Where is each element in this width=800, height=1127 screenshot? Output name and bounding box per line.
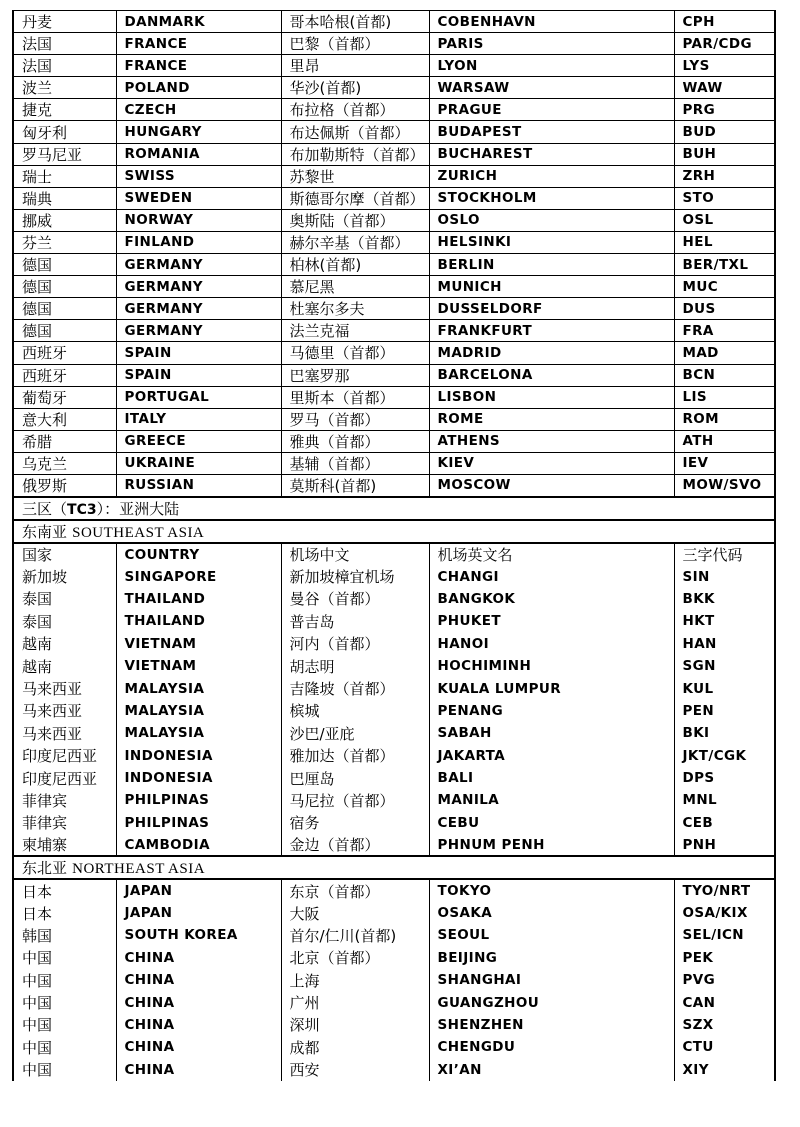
airport-en-cell: PARIS — [429, 33, 674, 55]
airport-en-cell: LISBON — [429, 386, 674, 408]
code-cell: CAN — [674, 991, 775, 1013]
country-en-cell: DANMARK — [116, 11, 281, 33]
country-cn-cell: 菲律宾 — [22, 814, 68, 833]
country-en-cell: CHINA — [116, 1014, 281, 1036]
table-row — [13, 231, 775, 253]
country-en-cell: THAILAND — [116, 588, 281, 610]
airport-cn-cell: 沙巴/亚庇 — [281, 722, 429, 744]
code-cell: MAD — [674, 342, 775, 364]
table-row — [13, 11, 775, 33]
airport-cn-cell: 慕尼黑 — [281, 276, 429, 298]
country-en-cell: CHINA — [116, 1059, 281, 1081]
code-cell: KUL — [674, 677, 775, 699]
table-row — [13, 588, 775, 610]
country-cn-cell: 德国 — [13, 320, 116, 342]
country-en-cell: MALAYSIA — [116, 700, 281, 722]
table-row — [13, 834, 775, 856]
country-cn-cell: 西班牙 — [13, 342, 116, 364]
code-cell: FRA — [674, 320, 775, 342]
country-cn-cell: 罗马尼亚 — [13, 143, 116, 165]
code-cell: MOW/SVO — [674, 474, 775, 497]
table-row — [13, 677, 775, 699]
airport-cn-cell: 西安 — [281, 1059, 429, 1081]
code-cell: BUD — [674, 121, 775, 143]
country-en-cell: SWEDEN — [116, 187, 281, 209]
airport-cn-cell: 柏林(首都) — [281, 254, 429, 276]
code-cell: DPS — [674, 767, 775, 789]
col-header-airport-en: 机场英文名 — [429, 543, 674, 565]
airport-cn-cell: 上海 — [281, 969, 429, 991]
airport-cn-cell: 雅加达（首都） — [281, 744, 429, 766]
country-cn-cell: 德国 — [13, 298, 116, 320]
airport-en-cell: BEIJING — [429, 947, 674, 969]
airport-en-cell: SEOUL — [429, 924, 674, 946]
airport-cn-cell: 新加坡樟宜机场 — [281, 565, 429, 587]
country-cn-cell: 越南 — [22, 657, 53, 676]
tc3-prefix-text: 三区（ — [22, 499, 68, 518]
airport-en-cell: ZURICH — [429, 165, 674, 187]
tc3-code-text: TC3 — [67, 501, 97, 518]
code-cell: PEN — [674, 700, 775, 722]
airport-en-cell: HELSINKI — [429, 231, 674, 253]
country-cn-cell: 中国 — [22, 994, 53, 1013]
country-en-cell: FRANCE — [116, 33, 281, 55]
code-cell: ZRH — [674, 165, 775, 187]
table-row — [13, 879, 775, 901]
airport-cn-cell: 曼谷（首都） — [281, 588, 429, 610]
code-cell: DUS — [674, 298, 775, 320]
airport-en-cell: CHENGDU — [429, 1036, 674, 1058]
airport-cn-cell: 哥本哈根(首都) — [281, 11, 429, 33]
table-row — [13, 121, 775, 143]
country-en-cell: PORTUGAL — [116, 386, 281, 408]
country-en-cell: NORWAY — [116, 209, 281, 231]
country-en-cell: GERMANY — [116, 298, 281, 320]
airport-cn-cell: 大阪 — [281, 902, 429, 924]
airport-cn-cell: 华沙(首都) — [281, 77, 429, 99]
airport-en-cell: PHUKET — [429, 610, 674, 632]
table-row — [13, 924, 775, 946]
table-row — [13, 474, 775, 497]
airport-en-cell: PENANG — [429, 700, 674, 722]
country-cn-cell: 韩国 — [22, 926, 53, 945]
code-cell: MUC — [674, 276, 775, 298]
code-cell: LYS — [674, 55, 775, 77]
table-row — [13, 187, 775, 209]
code-cell: XIY — [674, 1059, 775, 1081]
airport-en-cell: OSLO — [429, 209, 674, 231]
table-row — [13, 722, 775, 744]
country-cn-cell: 葡萄牙 — [13, 386, 116, 408]
airport-en-cell: KUALA LUMPUR — [429, 677, 674, 699]
airport-cn-cell: 巴塞罗那 — [281, 364, 429, 386]
country-cn-cell: 中国 — [22, 971, 53, 990]
table-row — [13, 276, 775, 298]
country-en-cell: CHINA — [116, 991, 281, 1013]
country-en-cell: MALAYSIA — [116, 677, 281, 699]
airport-en-cell: CHANGI — [429, 565, 674, 587]
country-en-cell: CHINA — [116, 947, 281, 969]
country-en-cell: CHINA — [116, 969, 281, 991]
code-cell: CTU — [674, 1036, 775, 1058]
table-row — [13, 1059, 775, 1081]
code-cell: PRG — [674, 99, 775, 121]
country-cn-cell: 印度尼西亚 — [22, 747, 98, 766]
airport-cn-cell: 槟城 — [281, 700, 429, 722]
airport-cn-cell: 成都 — [281, 1036, 429, 1058]
country-en-cell: RUSSIAN — [116, 474, 281, 497]
country-en-cell: ROMANIA — [116, 143, 281, 165]
table-row — [13, 342, 775, 364]
subsection-header-northeast-asia — [13, 856, 775, 879]
col-header-airport-cn: 机场中文 — [281, 543, 429, 565]
northeast-asia-label — [13, 856, 775, 879]
country-en-cell: SOUTH KOREA — [116, 924, 281, 946]
code-cell: SIN — [674, 565, 775, 587]
table-row — [13, 55, 775, 77]
airport-cn-cell: 马尼拉（首都） — [281, 789, 429, 811]
airport-cn-cell: 巴黎（首都） — [281, 33, 429, 55]
country-en-cell: VIETNAM — [116, 633, 281, 655]
table-row — [13, 947, 775, 969]
table-row — [13, 610, 775, 632]
country-cn-cell: 西班牙 — [13, 364, 116, 386]
section-header-tc3-label — [13, 497, 775, 520]
country-cn-cell: 马来西亚 — [22, 724, 83, 743]
airport-en-cell: HOCHIMINH — [429, 655, 674, 677]
col-header-code: 三字代码 — [674, 543, 775, 565]
northeast-asia-cn-text: 东北亚 — [22, 859, 68, 878]
country-cn-cell: 挪威 — [13, 209, 116, 231]
table-row — [13, 744, 775, 766]
code-cell: ATH — [674, 430, 775, 452]
country-cn-cell: 柬埔寨 — [22, 836, 68, 855]
airport-en-cell: TOKYO — [429, 879, 674, 901]
airport-en-cell: GUANGZHOU — [429, 991, 674, 1013]
country-en-cell: UKRAINE — [116, 452, 281, 474]
country-en-cell: VIETNAM — [116, 655, 281, 677]
airport-cn-cell: 布拉格（首都） — [281, 99, 429, 121]
airport-en-cell: STOCKHOLM — [429, 187, 674, 209]
table-row — [13, 143, 775, 165]
country-cn-cell: 瑞士 — [13, 165, 116, 187]
table-row — [13, 452, 775, 474]
country-en-cell: MALAYSIA — [116, 722, 281, 744]
southeast-asia-label — [13, 520, 775, 543]
table-row — [13, 633, 775, 655]
table-row — [13, 165, 775, 187]
airport-cn-cell: 里昂 — [281, 55, 429, 77]
code-cell: CPH — [674, 11, 775, 33]
code-cell: PAR/CDG — [674, 33, 775, 55]
southeast-asia-en-text: SOUTHEAST ASIA — [72, 524, 205, 541]
table-row — [13, 902, 775, 924]
airport-en-cell: SABAH — [429, 722, 674, 744]
table-row — [13, 655, 775, 677]
table-row — [13, 812, 775, 834]
table-row — [13, 991, 775, 1013]
southeast-asia-cn-text: 东南亚 — [22, 522, 68, 541]
country-cn-cell: 马来西亚 — [22, 680, 83, 698]
code-cell: OSA/KIX — [674, 902, 775, 924]
table-row — [13, 767, 775, 789]
airport-cn-cell: 胡志明 — [281, 655, 429, 677]
country-cn-cell: 中国 — [22, 1061, 53, 1080]
country-en-cell: INDONESIA — [116, 767, 281, 789]
country-en-cell: HUNGARY — [116, 121, 281, 143]
airport-cn-cell: 广州 — [281, 991, 429, 1013]
table-row — [13, 320, 775, 342]
country-en-cell: GERMANY — [116, 276, 281, 298]
code-cell: HAN — [674, 633, 775, 655]
country-en-cell: FINLAND — [116, 231, 281, 253]
country-en-cell: JAPAN — [116, 879, 281, 901]
country-cn-cell: 希腊 — [13, 430, 116, 452]
airport-cn-cell: 法兰克福 — [281, 320, 429, 342]
table-row — [13, 969, 775, 991]
airport-cn-cell: 巴厘岛 — [281, 767, 429, 789]
airport-cn-cell: 首尔/仁川(首都) — [281, 924, 429, 946]
country-cn-cell: 乌克兰 — [13, 452, 116, 474]
airport-cn-cell: 奥斯陆（首都） — [281, 209, 429, 231]
code-cell: ROM — [674, 408, 775, 430]
country-cn-cell: 德国 — [13, 254, 116, 276]
country-en-cell: GERMANY — [116, 320, 281, 342]
country-cn-cell: 泰国 — [22, 590, 53, 609]
table-row — [13, 386, 775, 408]
airport-en-cell: SHANGHAI — [429, 969, 674, 991]
airport-en-cell: ROME — [429, 408, 674, 430]
table-row — [13, 254, 775, 276]
airport-en-cell: MANILA — [429, 789, 674, 811]
airport-cn-cell: 赫尔辛基（首都） — [281, 231, 429, 253]
country-cn-cell: 丹麦 — [13, 11, 116, 33]
airport-cn-cell: 基辅（首都） — [281, 452, 429, 474]
airport-cn-cell: 里斯本（首都） — [281, 386, 429, 408]
table-row — [13, 565, 775, 587]
country-cn-cell: 波兰 — [13, 77, 116, 99]
code-cell: PNH — [674, 834, 775, 856]
code-cell: OSL — [674, 209, 775, 231]
section-header-tc3 — [13, 497, 775, 520]
airport-en-cell: OSAKA — [429, 902, 674, 924]
col-header-country-cn: 国家 — [22, 546, 53, 565]
country-cn-cell: 菲律宾 — [22, 791, 68, 810]
code-cell: WAW — [674, 77, 775, 99]
country-en-cell: CZECH — [116, 99, 281, 121]
country-cn-cell: 中国 — [22, 949, 53, 968]
airport-cn-cell: 莫斯科(首都) — [281, 474, 429, 497]
country-cn-cell: 日本 — [22, 882, 53, 901]
airport-cn-cell: 杜塞尔多夫 — [281, 298, 429, 320]
country-cn-cell: 瑞典 — [13, 187, 116, 209]
airport-cn-cell: 苏黎世 — [281, 165, 429, 187]
code-cell: BUH — [674, 143, 775, 165]
airport-cn-cell: 布达佩斯（首都） — [281, 121, 429, 143]
country-en-cell: PHILPINAS — [116, 789, 281, 811]
airport-en-cell: ATHENS — [429, 430, 674, 452]
code-cell: HKT — [674, 610, 775, 632]
airport-en-cell: BARCELONA — [429, 364, 674, 386]
northeast-asia-section-body — [13, 879, 775, 1081]
country-cn-cell: 中国 — [22, 1016, 53, 1035]
country-cn-cell: 马来西亚 — [22, 702, 83, 721]
airport-en-cell: BANGKOK — [429, 588, 674, 610]
country-cn-cell: 中国 — [22, 1038, 53, 1057]
code-cell: BKI — [674, 722, 775, 744]
country-en-cell: SPAIN — [116, 342, 281, 364]
airport-cn-cell: 金边（首都） — [281, 834, 429, 856]
code-cell: PEK — [674, 947, 775, 969]
airport-cn-cell: 宿务 — [281, 812, 429, 834]
airport-en-cell: LYON — [429, 55, 674, 77]
table-row — [13, 209, 775, 231]
code-cell: BKK — [674, 588, 775, 610]
airport-en-cell: BUCHAREST — [429, 143, 674, 165]
southeast-asia-section-body — [13, 543, 775, 856]
country-cn-cell: 俄罗斯 — [13, 474, 116, 497]
airport-cn-cell: 普吉岛 — [281, 610, 429, 632]
airport-en-cell: KIEV — [429, 452, 674, 474]
table-row — [13, 1036, 775, 1058]
airport-en-cell: PHNUM PENH — [429, 834, 674, 856]
country-en-cell: GERMANY — [116, 254, 281, 276]
airport-cn-cell: 河内（首都） — [281, 633, 429, 655]
country-en-cell: SPAIN — [116, 364, 281, 386]
table-row — [13, 77, 775, 99]
airport-cn-cell: 马德里（首都） — [281, 342, 429, 364]
table-row — [13, 700, 775, 722]
subsection-header-southeast-asia — [13, 520, 775, 543]
table-row — [13, 408, 775, 430]
country-en-cell: INDONESIA — [116, 744, 281, 766]
airport-cn-cell: 布加勒斯特（首都） — [281, 143, 429, 165]
code-cell: SGN — [674, 655, 775, 677]
northeast-asia-en-text: NORTHEAST ASIA — [72, 861, 206, 878]
country-cn-cell: 日本 — [22, 904, 53, 923]
airport-en-cell: DUSSELDORF — [429, 298, 674, 320]
code-cell: STO — [674, 187, 775, 209]
airport-en-cell: CEBU — [429, 812, 674, 834]
country-en-cell: SINGAPORE — [116, 565, 281, 587]
table-row — [13, 364, 775, 386]
country-en-cell: CAMBODIA — [116, 834, 281, 856]
airport-en-cell: COBENHAVN — [429, 11, 674, 33]
airport-en-cell: JAKARTA — [429, 744, 674, 766]
europe-section-body — [13, 11, 775, 497]
airport-en-cell: WARSAW — [429, 77, 674, 99]
country-en-cell: ITALY — [116, 408, 281, 430]
airport-code-table — [12, 10, 776, 1081]
code-cell: MNL — [674, 789, 775, 811]
code-cell: TYO/NRT — [674, 879, 775, 901]
airport-cn-cell: 深圳 — [281, 1014, 429, 1036]
country-cn-cell: 德国 — [13, 276, 116, 298]
country-en-cell: GREECE — [116, 430, 281, 452]
country-en-cell: POLAND — [116, 77, 281, 99]
airport-cn-cell: 雅典（首都） — [281, 430, 429, 452]
table-row — [13, 430, 775, 452]
code-cell: JKT/CGK — [674, 744, 775, 766]
country-cn-cell: 越南 — [22, 635, 53, 654]
col-header-country-en: COUNTRY — [116, 543, 281, 565]
country-en-cell: SWISS — [116, 165, 281, 187]
code-cell: SEL/ICN — [674, 924, 775, 946]
airport-en-cell: BUDAPEST — [429, 121, 674, 143]
code-cell: CEB — [674, 812, 775, 834]
airport-cn-cell: 吉隆坡（首都） — [281, 677, 429, 699]
airport-en-cell: MOSCOW — [429, 474, 674, 497]
country-cn-cell: 法国 — [13, 55, 116, 77]
airport-en-cell: MADRID — [429, 342, 674, 364]
country-cn-cell: 捷克 — [13, 99, 116, 121]
country-cn-cell: 匈牙利 — [13, 121, 116, 143]
airport-en-cell: BERLIN — [429, 254, 674, 276]
code-cell: SZX — [674, 1014, 775, 1036]
airport-en-cell: MUNICH — [429, 276, 674, 298]
code-cell: BCN — [674, 364, 775, 386]
tc3-suffix-text: ）：亚洲大陆 — [96, 499, 180, 518]
table-row — [13, 298, 775, 320]
country-en-cell: CHINA — [116, 1036, 281, 1058]
airport-cn-cell: 东京（首都） — [281, 879, 429, 901]
airport-en-cell: XI’AN — [429, 1059, 674, 1081]
airport-en-cell: SHENZHEN — [429, 1014, 674, 1036]
country-en-cell: PHILPINAS — [116, 812, 281, 834]
airport-cn-cell: 北京（首都） — [281, 947, 429, 969]
country-en-cell: THAILAND — [116, 610, 281, 632]
code-cell: BER/TXL — [674, 254, 775, 276]
airport-cn-cell: 斯德哥尔摩（首都） — [281, 187, 429, 209]
table-row — [13, 1014, 775, 1036]
country-en-cell: JAPAN — [116, 902, 281, 924]
country-cn-cell: 芬兰 — [13, 231, 116, 253]
table-row — [13, 99, 775, 121]
airport-en-cell: HANOI — [429, 633, 674, 655]
country-cn-cell: 意大利 — [13, 408, 116, 430]
country-cn-cell: 法国 — [13, 33, 116, 55]
table-row — [13, 789, 775, 811]
airport-en-cell: BALI — [429, 767, 674, 789]
table-row — [13, 33, 775, 55]
country-en-cell: FRANCE — [116, 55, 281, 77]
airport-en-cell: PRAGUE — [429, 99, 674, 121]
country-cn-cell: 印度尼西亚 — [22, 769, 98, 788]
code-cell: IEV — [674, 452, 775, 474]
country-cn-cell: 新加坡 — [22, 568, 68, 587]
airport-cn-cell: 罗马（首都） — [281, 408, 429, 430]
airport-en-cell: FRANKFURT — [429, 320, 674, 342]
code-cell: HEL — [674, 231, 775, 253]
code-cell: PVG — [674, 969, 775, 991]
column-header-row — [13, 543, 775, 565]
country-cn-cell: 泰国 — [22, 612, 53, 631]
code-cell: LIS — [674, 386, 775, 408]
